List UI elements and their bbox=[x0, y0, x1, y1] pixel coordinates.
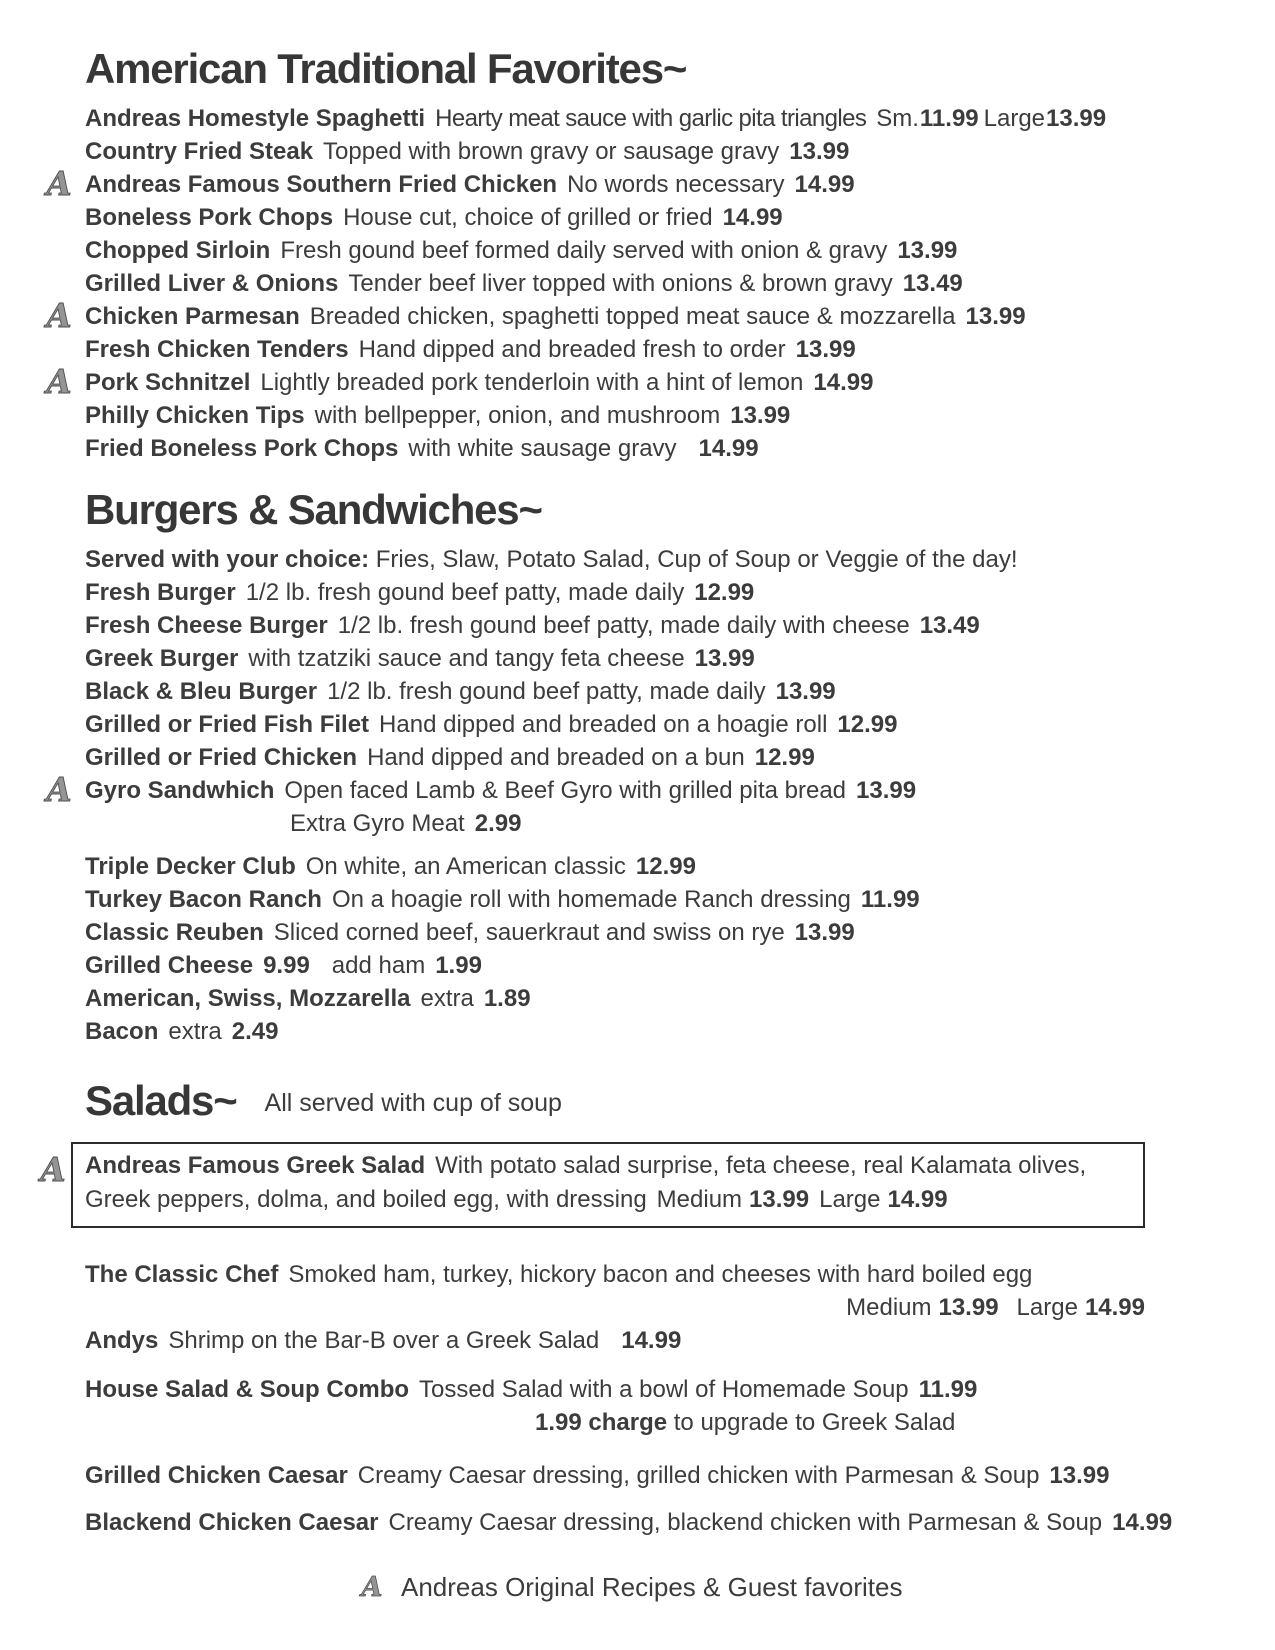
menu-item-turkey-bacon-ranch bbox=[85, 883, 1220, 916]
item-name: Turkey Bacon Ranch bbox=[85, 886, 322, 913]
menu-item-fresh-burger bbox=[85, 576, 1220, 609]
item-price: 14.99 bbox=[1112, 1509, 1173, 1536]
item-price: 14.99 bbox=[794, 171, 855, 198]
item-price: 13.99 bbox=[794, 919, 855, 946]
item-price: 13.99 bbox=[730, 402, 791, 429]
item-price: 14.99 bbox=[698, 435, 759, 462]
note-text: Fries, Slaw, Potato Salad, Cup of Soup or Veggie of the day! bbox=[375, 546, 1018, 573]
item-name: Grilled Chicken Caesar bbox=[85, 1462, 348, 1489]
item-price: 14.99 bbox=[621, 1327, 682, 1354]
item-description: with bellpepper, onion, and mushroom bbox=[314, 402, 721, 429]
menu-item-fresh-cheese-burger bbox=[85, 609, 1220, 642]
menu-item-southern-fried-chicken bbox=[46, 164, 1220, 203]
item-description: Hand dipped and breaded on a hoagie roll bbox=[379, 711, 828, 738]
menu-item-blackend-chicken-caesar bbox=[85, 1506, 1220, 1539]
item-description: Sliced corned beef, sauerkraut and swiss on rye bbox=[273, 919, 785, 946]
item-description: 1/2 lb. fresh gound beef patty, made daily bbox=[245, 579, 685, 606]
addon-price: 1.99 bbox=[435, 952, 482, 979]
item-description: 1/2 lb. fresh gound beef patty, made daily with cheese bbox=[337, 612, 910, 639]
size-label: Medium bbox=[846, 1294, 932, 1321]
menu-item-philly-chicken-tips bbox=[85, 399, 1220, 432]
item-description: On white, an American classic bbox=[305, 853, 626, 880]
item-price: 13.99 bbox=[1049, 1462, 1110, 1489]
item-description: House cut, choice of grilled or fried bbox=[343, 204, 713, 231]
item-price: 14.99 bbox=[813, 369, 874, 396]
note-label: 1.99 charge bbox=[535, 1409, 668, 1436]
item-price: 14.99 bbox=[722, 204, 783, 231]
section-american bbox=[46, 45, 1220, 465]
size-label: Large bbox=[819, 1186, 881, 1213]
item-description: With potato salad surprise, feta cheese, real Kalamata olives, Greek peppers, dolma, and boiled egg, with dressing bbox=[85, 1152, 1087, 1213]
menu-item-grilled-fried-chicken bbox=[85, 741, 1220, 774]
svg-text:A: A bbox=[40, 1150, 66, 1189]
menu-subitem-extra-gyro-meat bbox=[290, 807, 1220, 840]
item-name: Gyro Sandwhich bbox=[85, 777, 275, 804]
item-name: Blackend Chicken Caesar bbox=[85, 1509, 379, 1536]
item-description: Tossed Salad with a bowl of Homemade Soup bbox=[419, 1376, 909, 1403]
item-price: 12.99 bbox=[694, 579, 755, 606]
menu-item-classic-chef bbox=[85, 1258, 1220, 1291]
menu-item-greek-burger bbox=[85, 642, 1220, 675]
salads-title-text: Salads~ bbox=[85, 1077, 237, 1124]
item-price: 13.99 bbox=[1046, 105, 1107, 132]
menu-item-fish-filet bbox=[85, 708, 1220, 741]
marker-legend bbox=[357, 1569, 1220, 1605]
item-name: Fresh Chicken Tenders bbox=[85, 336, 349, 363]
item-price: 14.99 bbox=[887, 1186, 948, 1213]
menu-item-black-bleu-burger bbox=[85, 675, 1220, 708]
item-name: Andys bbox=[85, 1327, 159, 1354]
item-name: Grilled or Fried Fish Filet bbox=[85, 711, 370, 738]
item-name: Grilled Cheese bbox=[85, 952, 254, 979]
item-price: 13.49 bbox=[902, 270, 963, 297]
size-label: Sm. bbox=[876, 105, 919, 132]
note-label: Served with your choice: bbox=[85, 546, 370, 573]
svg-text:A: A bbox=[46, 770, 72, 809]
andreas-original-icon bbox=[357, 1569, 387, 1605]
item-description: Hand dipped and breaded on a bun bbox=[367, 744, 745, 771]
addon-price: 1.89 bbox=[483, 985, 531, 1012]
svg-text:A: A bbox=[361, 1572, 383, 1603]
item-description: Creamy Caesar dressing, grilled chicken with Parmesan & Soup bbox=[357, 1462, 1040, 1489]
item-price: 11.99 bbox=[919, 105, 979, 132]
menu-item-cheese-extras bbox=[85, 982, 1220, 1015]
item-price: 13.99 bbox=[897, 237, 958, 264]
addon-label: add ham bbox=[331, 952, 426, 979]
item-description: Lightly breaded pork tenderloin with a hint of lemon bbox=[260, 369, 804, 396]
addon-label: extra bbox=[168, 1018, 222, 1045]
section-title-burgers: Burgers & Sandwiches~ bbox=[85, 486, 542, 533]
andreas-original-icon bbox=[41, 362, 77, 402]
item-name: Classic Reuben bbox=[85, 919, 264, 946]
note-text: to upgrade to Greek Salad bbox=[673, 1409, 956, 1436]
svg-text:A: A bbox=[46, 362, 72, 401]
house-salad-upgrade-note bbox=[535, 1406, 1220, 1439]
item-description: No words necessary bbox=[567, 171, 785, 198]
item-description: Tender beef liver topped with onions & brown gravy bbox=[348, 270, 893, 297]
item-price: 13.99 bbox=[795, 336, 856, 363]
item-description: On a hoagie roll with homemade Ranch dressing bbox=[331, 886, 851, 913]
item-name: Chopped Sirloin bbox=[85, 237, 271, 264]
menu-item-fresh-chicken-tenders bbox=[85, 333, 1220, 366]
menu-item-gyro-sandwich bbox=[46, 770, 1220, 809]
item-price: 13.99 bbox=[789, 138, 850, 165]
item-name: Andreas Famous Greek Salad bbox=[85, 1152, 426, 1179]
item-name: Grilled Liver & Onions bbox=[85, 270, 339, 297]
size-label: Large bbox=[1016, 1294, 1078, 1321]
item-price: 13.99 bbox=[938, 1294, 999, 1321]
menu-item-grilled-liver-onions bbox=[85, 267, 1220, 300]
menu-item-house-salad-soup bbox=[85, 1373, 1220, 1406]
menu-item-pork-schnitzel bbox=[46, 362, 1220, 401]
item-name: American, Swiss, Mozzarella bbox=[85, 985, 411, 1012]
andreas-original-icon bbox=[41, 770, 77, 810]
svg-text:A: A bbox=[46, 296, 72, 335]
menu-item-bacon-extra bbox=[85, 1015, 1220, 1048]
item-price: 13.99 bbox=[694, 645, 755, 672]
item-description: Shrimp on the Bar-B over a Greek Salad bbox=[168, 1327, 600, 1354]
item-description: Breaded chicken, spaghetti topped meat sauce & mozzarella bbox=[309, 303, 956, 330]
item-name: Bacon bbox=[85, 1018, 159, 1045]
andreas-original-icon bbox=[41, 296, 77, 336]
salads-subtitle: All served with cup of soup bbox=[264, 1089, 562, 1117]
item-description: Topped with brown gravy or sausage gravy bbox=[323, 138, 780, 165]
item-description: Smoked ham, turkey, hickory bacon and cheeses with hard boiled egg bbox=[288, 1261, 1033, 1288]
item-price: 13.99 bbox=[749, 1186, 810, 1213]
menu-item-boneless-pork-chops bbox=[85, 201, 1220, 234]
item-name: The Classic Chef bbox=[85, 1261, 279, 1288]
item-description: 1/2 lb. fresh gound beef patty, made daily bbox=[327, 678, 766, 705]
section-salads bbox=[40, 1077, 1220, 1539]
andreas-original-icon bbox=[35, 1150, 71, 1190]
menu-item-country-fried-steak bbox=[85, 135, 1220, 168]
section-title-american: American Traditional Favorites~ bbox=[85, 45, 687, 92]
item-name: Boneless Pork Chops bbox=[85, 204, 334, 231]
item-description: with white sausage gravy bbox=[408, 435, 677, 462]
size-label: Medium bbox=[656, 1186, 743, 1213]
item-price: 13.99 bbox=[965, 303, 1026, 330]
item-price: 14.99 bbox=[1084, 1294, 1145, 1321]
section-burgers bbox=[46, 486, 1220, 1048]
item-name: Black & Bleu Burger bbox=[85, 678, 318, 705]
item-description: Fresh gound beef formed daily served with onion & gravy bbox=[280, 237, 888, 264]
item-description: Creamy Caesar dressing, blackend chicken with Parmesan & Soup bbox=[388, 1509, 1103, 1536]
item-description: Open faced Lamb & Beef Gyro with grilled pita bread bbox=[284, 777, 847, 804]
addon-price: 2.49 bbox=[231, 1018, 279, 1045]
featured-item-greek-salad bbox=[40, 1142, 1145, 1228]
addon-label: extra bbox=[420, 985, 474, 1012]
item-price: 13.99 bbox=[856, 777, 917, 804]
menu-item-triple-decker-club bbox=[85, 850, 1220, 883]
item-name: Fresh Burger bbox=[85, 579, 236, 606]
classic-chef-sizes bbox=[71, 1291, 1145, 1324]
andreas-original-icon bbox=[41, 164, 77, 204]
item-name: Philly Chicken Tips bbox=[85, 402, 305, 429]
subitem-price: 2.99 bbox=[474, 810, 522, 837]
menu-item-grilled-chicken-caesar bbox=[85, 1459, 1220, 1492]
item-name: Fried Boneless Pork Chops bbox=[85, 435, 399, 462]
menu-item-classic-reuben bbox=[85, 916, 1220, 949]
item-price: 13.99 bbox=[775, 678, 836, 705]
item-name: Grilled or Fried Chicken bbox=[85, 744, 358, 771]
subitem-label: Extra Gyro Meat bbox=[290, 810, 465, 837]
menu-item-fried-boneless-pork-chops bbox=[85, 432, 1220, 465]
item-price: 11.99 bbox=[918, 1376, 978, 1403]
section-title-salads bbox=[85, 1078, 1220, 1126]
svg-text:A: A bbox=[46, 164, 72, 203]
item-price: 12.99 bbox=[635, 853, 696, 880]
menu-item-grilled-cheese bbox=[85, 949, 1220, 982]
item-price: 12.99 bbox=[837, 711, 898, 738]
item-description: Hearty meat sauce with garlic pita triangles bbox=[435, 105, 867, 132]
menu-item-chicken-parmesan bbox=[46, 296, 1220, 335]
item-price: 9.99 bbox=[263, 952, 310, 979]
item-name: Fresh Cheese Burger bbox=[85, 612, 328, 639]
item-name: Pork Schnitzel bbox=[85, 369, 251, 396]
item-name: Andreas Homestyle Spaghetti bbox=[85, 105, 426, 132]
item-name: Greek Burger bbox=[85, 645, 239, 672]
section-note bbox=[85, 543, 1220, 576]
size-label: Large bbox=[983, 105, 1046, 132]
menu-item-chopped-sirloin bbox=[85, 234, 1220, 267]
item-name: Triple Decker Club bbox=[85, 853, 296, 880]
item-description: Hand dipped and breaded fresh to order bbox=[358, 336, 786, 363]
item-description: with tzatziki sauce and tangy feta cheese bbox=[248, 645, 685, 672]
item-name: House Salad & Soup Combo bbox=[85, 1376, 410, 1403]
item-name: Chicken Parmesan bbox=[85, 303, 300, 330]
menu-item-spaghetti bbox=[85, 102, 1220, 135]
item-name: Country Fried Steak bbox=[85, 138, 314, 165]
menu-item-andys bbox=[85, 1324, 1220, 1357]
item-price: 11.99 bbox=[860, 886, 920, 913]
item-price: 13.49 bbox=[919, 612, 980, 639]
item-price: 12.99 bbox=[754, 744, 815, 771]
item-name: Andreas Famous Southern Fried Chicken bbox=[85, 171, 558, 198]
legend-text: Andreas Original Recipes & Guest favorites bbox=[401, 1571, 903, 1602]
